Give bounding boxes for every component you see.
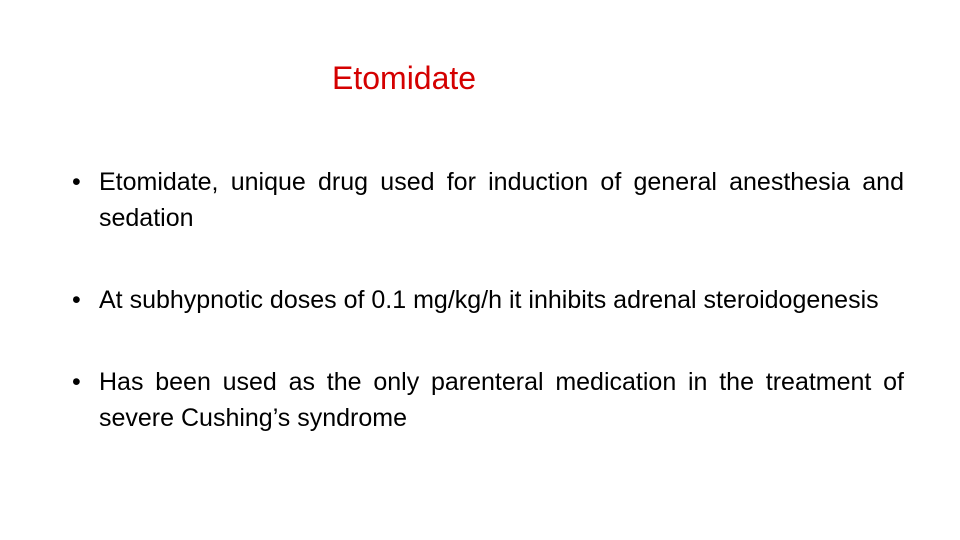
bullet-list	[72, 164, 904, 436]
bullet-item	[72, 364, 904, 436]
bullet-text: Etomidate, unique drug used for induction of general anesthesia and sedation	[99, 168, 904, 232]
bullet-icon: •	[72, 286, 81, 314]
bullet-item	[72, 282, 904, 318]
bullet-text: At subhypnotic doses of 0.1 mg/kg/h it inhibits adrenal steroidogenesis	[99, 286, 879, 314]
bullet-icon: •	[72, 168, 81, 196]
bullet-text: Has been used as the only parenteral medication in the treatment of severe Cushing’s syndrome	[99, 368, 904, 432]
bullet-item	[72, 164, 904, 236]
slide-title: Etomidate	[332, 60, 477, 96]
bullet-icon: •	[72, 368, 81, 396]
